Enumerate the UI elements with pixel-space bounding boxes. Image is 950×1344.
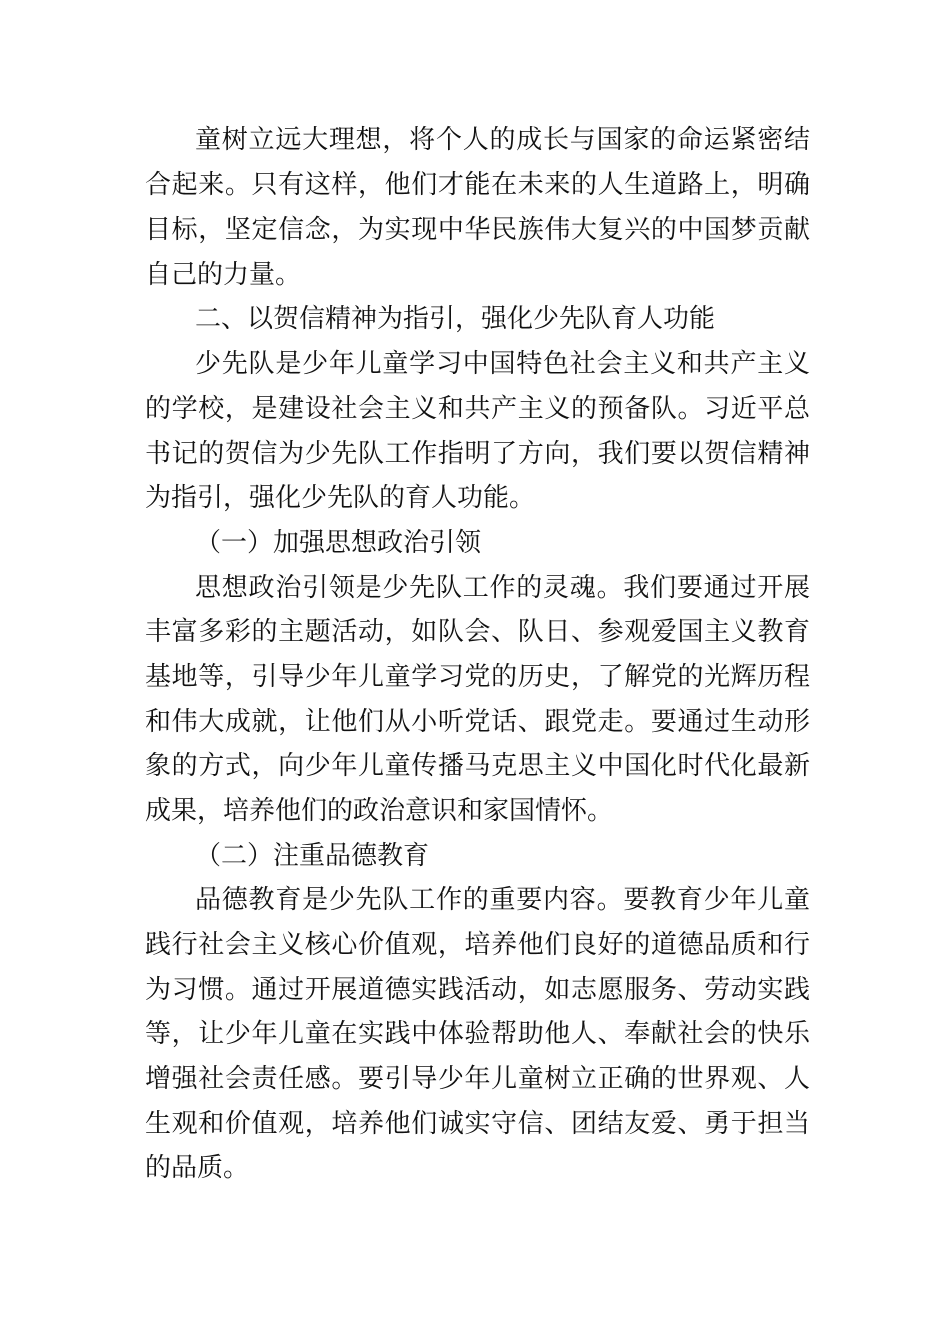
paragraph-line: 增强社会责任感。要引导少年儿童树立正确的世界观、人 bbox=[145, 1064, 810, 1094]
paragraph-line: 象的方式，向少年儿童传播马克思主义中国化时代化最新 bbox=[145, 751, 810, 781]
paragraph-line: 书记的贺信为少先队工作指明了方向，我们要以贺信精神 bbox=[145, 439, 810, 469]
paragraph-line: 思想政治引领是少先队工作的灵魂。我们要通过开展 bbox=[195, 573, 810, 603]
paragraph-line: 的品质。 bbox=[145, 1153, 250, 1183]
paragraph-line: 为习惯。通过开展道德实践活动，如志愿服务、劳动实践 bbox=[145, 975, 810, 1005]
section-heading: 二、以贺信精神为指引，强化少先队育人功能 bbox=[195, 304, 716, 334]
paragraph-line: 目标，坚定信念，为实现中华民族伟大复兴的中国梦贡献 bbox=[145, 215, 810, 245]
subsection-heading: （二）注重品德教育 bbox=[195, 841, 430, 871]
paragraph-line: 和伟大成就，让他们从小听党话、跟党走。要通过生动形 bbox=[145, 707, 810, 737]
paragraph-line: 成果，培养他们的政治意识和家国情怀。 bbox=[145, 796, 614, 826]
paragraph-line: 自己的力量。 bbox=[145, 260, 302, 290]
paragraph-line: 等，让少年儿童在实践中体验帮助他人、奉献社会的快乐 bbox=[145, 1019, 810, 1049]
paragraph-line: 童树立远大理想，将个人的成长与国家的命运紧密结 bbox=[195, 125, 810, 155]
subsection-heading: （一）加强思想政治引领 bbox=[195, 528, 482, 558]
paragraph-line: 少先队是少年儿童学习中国特色社会主义和共产主义 bbox=[195, 349, 810, 379]
paragraph-line: 为指引，强化少先队的育人功能。 bbox=[145, 483, 536, 513]
paragraph-line: 丰富多彩的主题活动，如队会、队日、参观爱国主义教育 bbox=[145, 617, 810, 647]
paragraph-line: 合起来。只有这样，他们才能在未来的人生道路上，明确 bbox=[145, 170, 810, 200]
paragraph-line: 基地等，引导少年儿童学习党的历史，了解党的光辉历程 bbox=[145, 662, 810, 692]
paragraph-line: 品德教育是少先队工作的重要内容。要教育少年儿童 bbox=[195, 885, 810, 915]
paragraph-line: 践行社会主义核心价值观，培养他们良好的道德品质和行 bbox=[145, 930, 810, 960]
paragraph-line: 生观和价值观，培养他们诚实守信、团结友爱、勇于担当 bbox=[145, 1109, 810, 1139]
paragraph-line: 的学校，是建设社会主义和共产主义的预备队。习近平总 bbox=[145, 394, 810, 424]
